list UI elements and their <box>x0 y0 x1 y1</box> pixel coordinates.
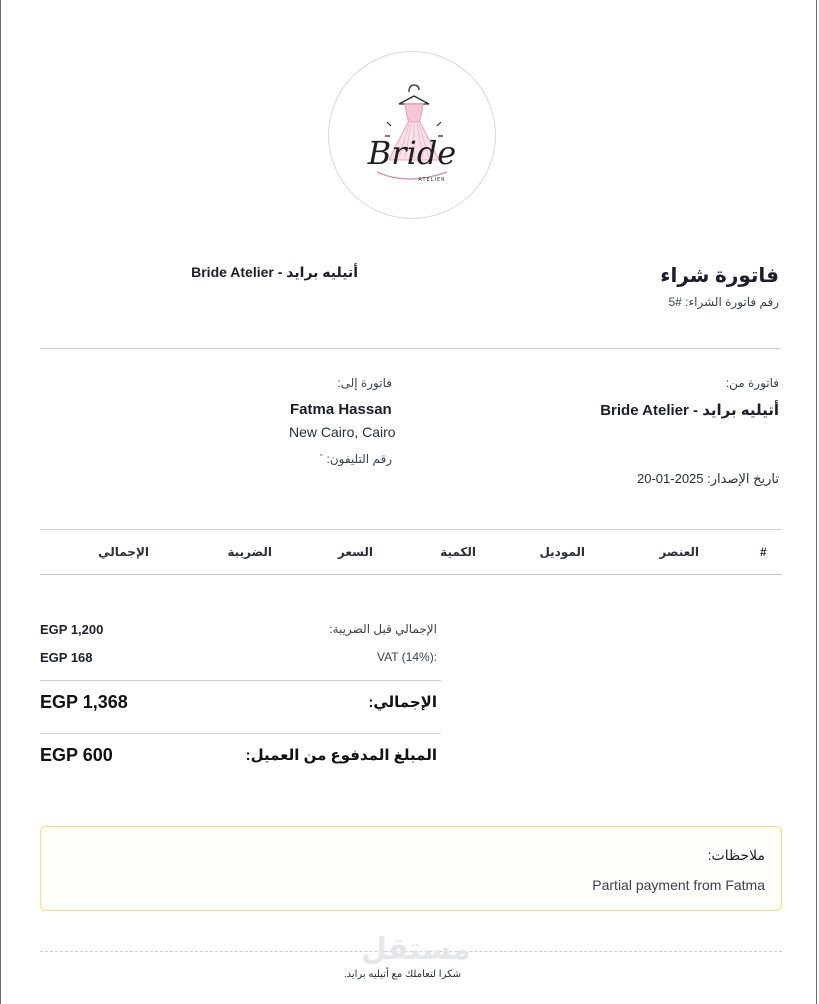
subtotal-label: الإجمالي قبل الضريبة: <box>329 622 437 636</box>
col-header-tax: الضريبة <box>227 545 272 559</box>
notes-label: ملاحظات: <box>707 847 765 863</box>
col-header-quantity: الكمية <box>440 545 476 559</box>
notes-box <box>40 826 782 911</box>
invoice-number: رقم فاتورة الشراء: #5 <box>668 295 779 309</box>
to-address: New Cairo, Cairo <box>289 424 396 440</box>
footer-thanks: شكرا لتعاملك مع أتيليه برايد. <box>343 969 461 980</box>
to-name: Fatma Hassan <box>290 401 392 418</box>
divider <box>40 733 441 734</box>
table-bottom-border <box>40 574 782 575</box>
issue-date: تاريخ الإصدار: 2025-01-20 <box>636 471 779 486</box>
watermark: مستقل <box>361 933 471 966</box>
from-label: فاتورة من: <box>725 376 779 390</box>
bride-logo-icon <box>329 52 495 218</box>
paid-label: المبلغ المدفوع من العميل: <box>245 747 437 764</box>
company-logo <box>328 51 496 219</box>
divider <box>40 348 781 349</box>
table-top-border <box>40 529 782 530</box>
subtotal-value: EGP 1,200 <box>40 622 104 637</box>
col-header-price: السعر <box>337 545 373 559</box>
col-header-total: الإجمالي <box>98 545 149 559</box>
notes-text: Partial payment from Fatma <box>592 877 765 893</box>
col-header-number: # <box>760 545 767 559</box>
to-phone: رقم التليفون: ` <box>319 452 392 466</box>
company-name: أتيليه برايد - Bride Atelier <box>191 264 358 280</box>
paid-value: EGP 600 <box>40 745 113 765</box>
col-header-model: الموديل <box>539 545 585 559</box>
vat-label: VAT (14%): <box>377 650 438 664</box>
total-value: EGP 1,368 <box>40 692 128 712</box>
svg-text:ATELIER: ATELIER <box>418 177 446 183</box>
from-name: أتيليه برايد - Bride Atelier <box>600 402 779 419</box>
to-label: فاتورة إلى: <box>337 376 392 390</box>
total-label: الإجمالي: <box>368 694 437 711</box>
divider <box>40 680 441 681</box>
svg-text:Bride: Bride <box>367 134 457 172</box>
invoice-title: فاتورة شراء <box>660 265 779 287</box>
col-header-item: العنصر <box>659 545 699 559</box>
vat-value: EGP 168 <box>40 650 93 665</box>
